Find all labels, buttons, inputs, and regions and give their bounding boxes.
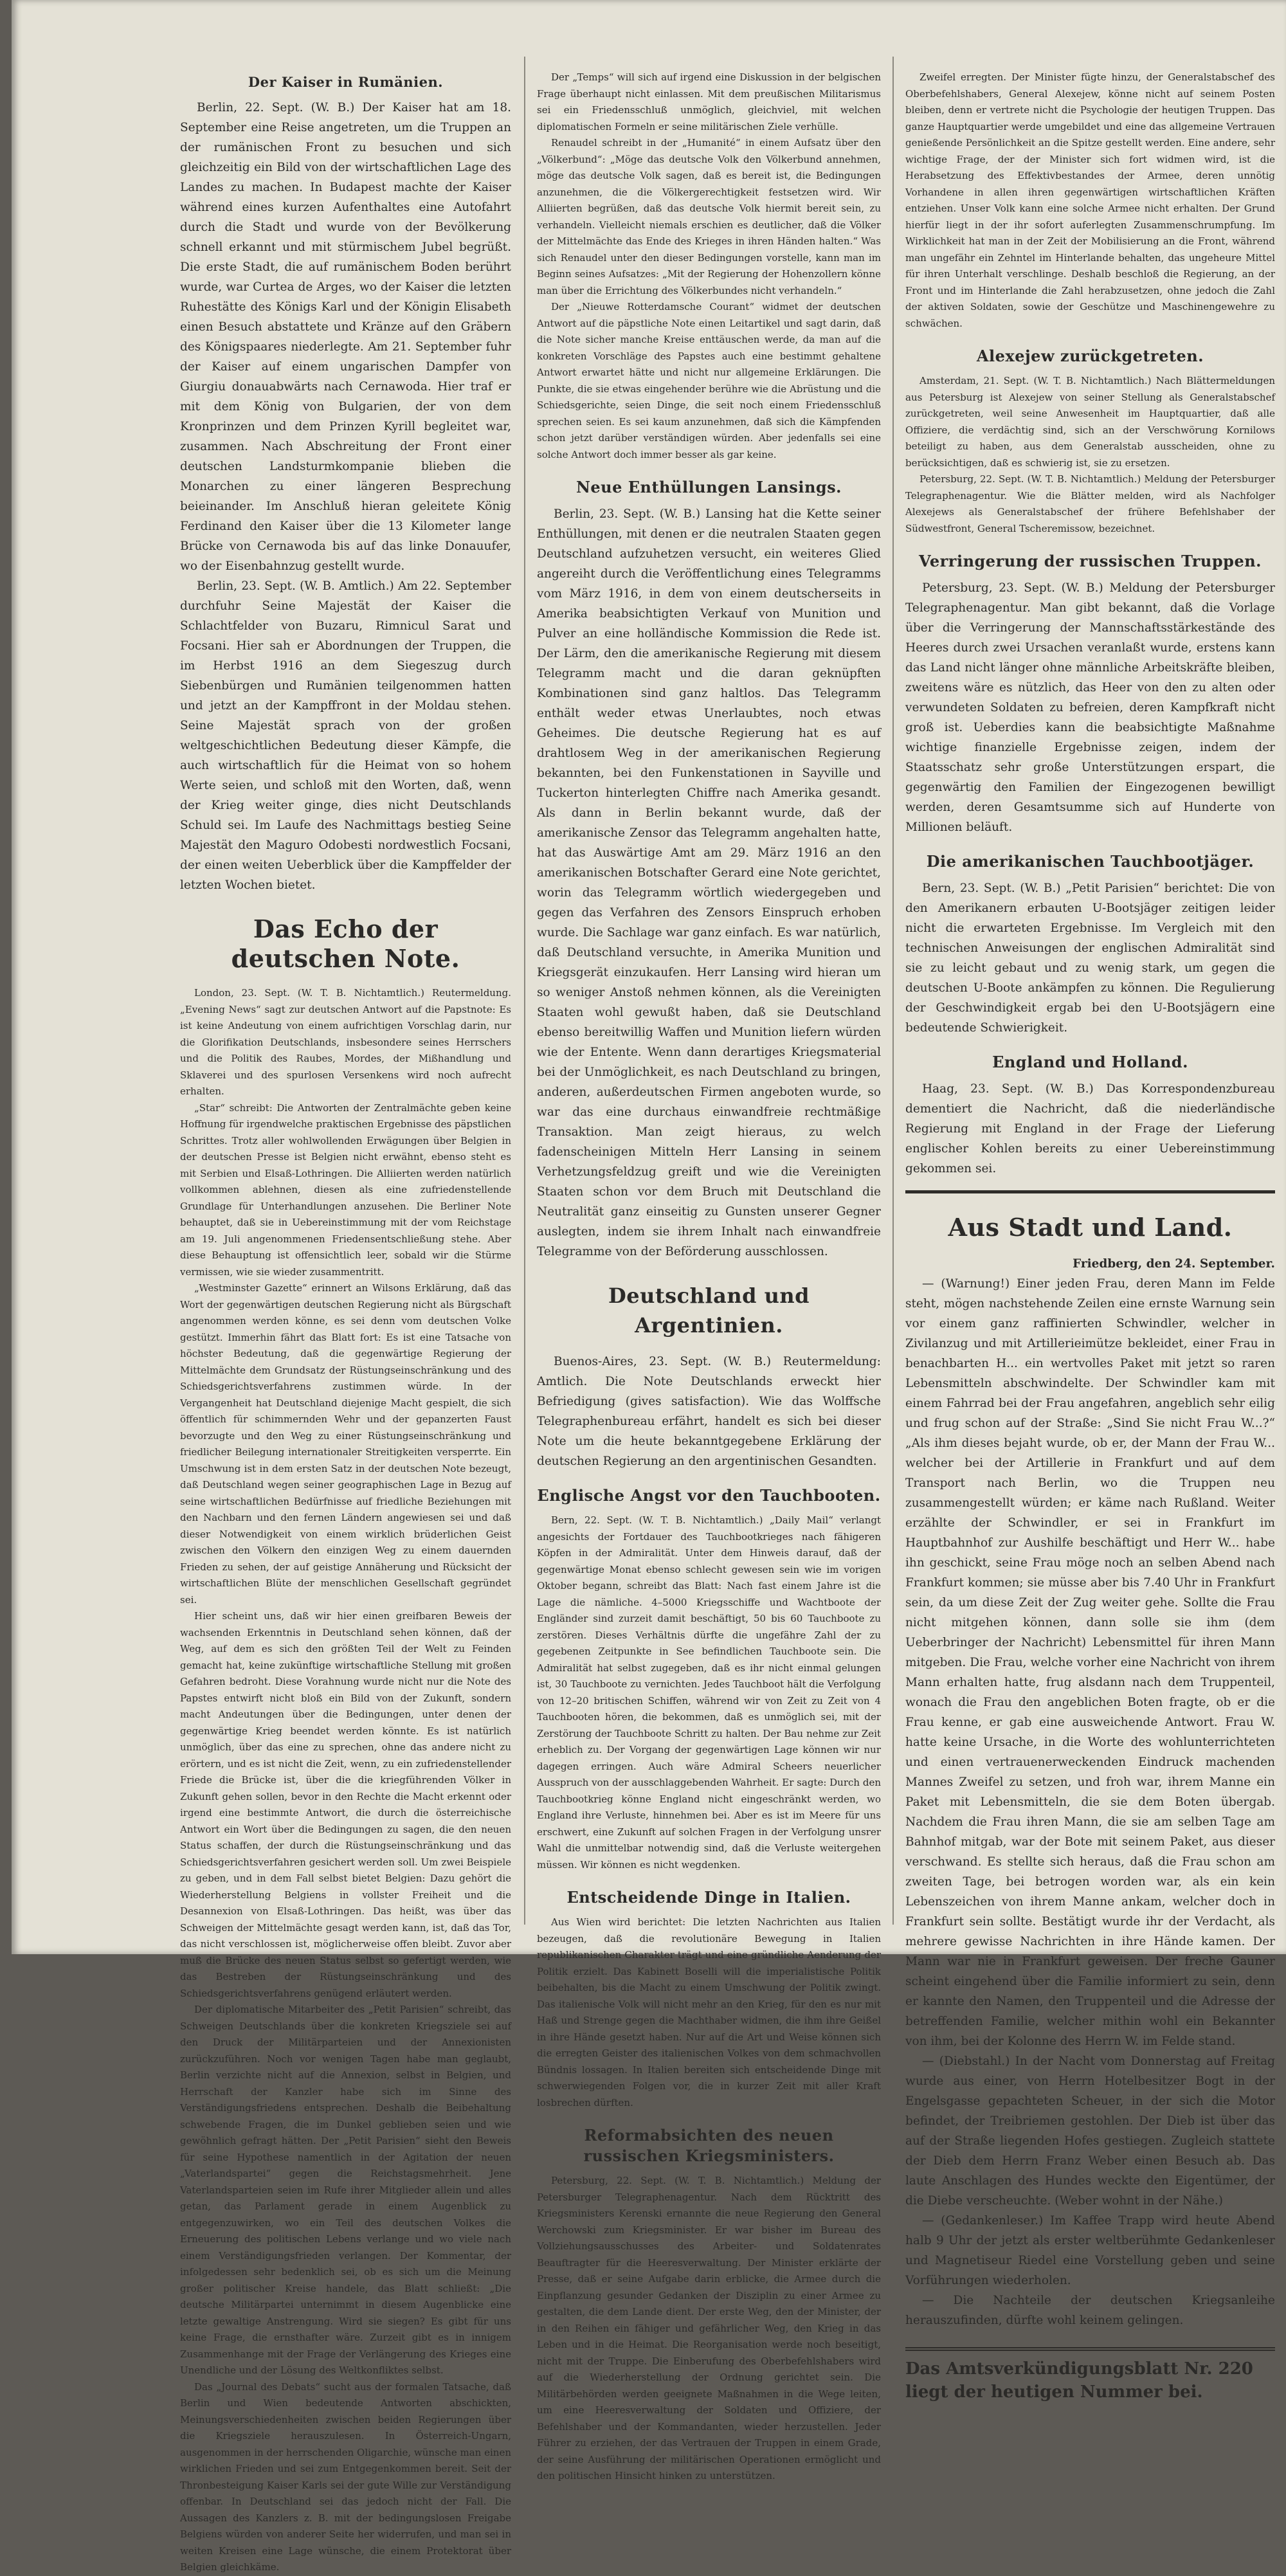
newspaper-page [180,57,1275,2573]
article-paragraph: Aus Wien wird berichtet: Die letzten Nachrichten aus Italien bezeugen, daß die revolutionäre Bewegung in Italien republikanischen Charakter trägt und eine gründliche Aenderung der Politik erzielt. Das Kabinett Boselli will die imperialistische Politik beibehalten, bis die Macht zu einem Umschwung der Politik zwingt. Das italienische Volk will nicht mehr an den Krieg, für den es nur mit Haß und Strenge gegen die Machthaber widmen, die ihm ihre Geißel in ihre Hände gesetzt haben. Nur auf die Art und Weise können sich die erregten Geister des italienischen Volkes von dem schmachvollen Bündnis lossagen. In Italien bereiten sich entscheidende Dinge mit schwerwiegenden Folgen vor, die in kurzer Zeit mit aller Kraft losbrechen dürften. [537,1916,881,2109]
article-paragraph: Petersburg, 22. Sept. (W. T. B. Nichtamtlich.) Meldung der Petersburger Telegraphenagentur. Wie die Blätter melden, wird als Nachfolger Alexejews als Generalstabschef der frühere Befehlshaber der Südwestfront, General Tscheremissow, bezeichnet. [905,473,1275,534]
newspaper-sheet [12,0,1286,2573]
column-rule [524,57,525,1925]
article-paragraph: — (Diebstahl.) In der Nacht vom Donnerstag auf Freitag wurde aus einer, von Herrn Hotelbesitzer Bogt in der Engelsgasse gepachteten Scheuer, in der sich die Motor befindet, der Treibriemen gestohlen. Der Dieb ist über das auf der Straße liegenden Hofes gestiegen. Zugleich stattete der Dieb dem Herrn Franz Weber einen Besuch ab. Das laute Anschlagen des Hundes weckte den Eigentümer, der die Diebe verscheuchte. (Weber wohnt in der Nähe.) [905,2054,1275,2208]
column-left [180,69,511,2573]
headline-argentinien: Deutschland und Argentinien. [608,1283,810,1338]
article-paragraph: Das „Journal des Debats“ sucht aus der formalen Tatsache, daß Berlin und Wien bedeutende Antworten abschickten, Meinungsverschiedenheiten zwischen beiden Regierungen über die Kriegsziele herauszulesen. In Österreich-Ungarn, ausgenommen in der herrschenden Oligarchie, wünsche man einen wirklichen Frieden und sei zum Entgegenkommen bereit. Seit der Thronbesteigung Kaiser Karls sei der gute Wille zur Verständigung offenbar. In Deutschland sei das jedoch nicht der Fall. Die Aussagen des Kanzlers z. B. mit der bedingungslosen Freigabe Belgiens würden von anderer Seite her widerrufen, und man sei in weiten Kreisen eine Lage wünsche, die einem Protektorat über Belgien gleichkäme. [180,2381,511,2573]
section-rule [905,1190,1275,1193]
headline-tauchbooten: Englische Angst vor den Tauchbooten. [537,1486,881,1505]
article-paragraph: Petersburg, 22. Sept. (W. T. B. Nichtamtlich.) Meldung der Petersburger Telegraphenagentur. Nach dem Rücktritt des Kriegsministers Kerenski ernannte die neue Regierung den General Werchowski zum Kriegsminister. Er war bisher im Bureau des Vollziehungsausschusses des Arbeiter- und Soldatenrates Beauftragter für die Heeresverwaltung. Der Minister erklärte der Presse, daß er seine Aufgabe darin erblicke, die Armee durch die Einpflanzung gesunder Gedanken der Disziplin zu einer Armee zu gestalten, die dem Lande dient. Der erste Weg, den der Minister, der in den Reihen ein fähiger und gefährlicher Weg, den Krieg in das Leben und in die Heimat. Die Reorganisation werde noch beseitigt, nicht mit der Truppe. Die Einberufung des Oberbefehlshabers wird auf die Wiederherstellung der Ordnung gerichtet sein. Die Militärbehörden werden geeignete Maßnahmen in die Wege leiten, um eine Heeresverwaltung der Soldaten und Offiziere, der Befehlshaber und der Kommandanten, wieder herzustellen. Jeder Führer zu erziehen, der das Vertrauen der Truppen in einem Grade, der seine Ausführung der militärischen Operationen ermöglicht und den politischen Hinsicht hinken zu unterstützen. [537,2175,881,2481]
headline-england-holland: England und Holland. [992,1053,1188,1071]
headline-tauchbootjaeger: Die amerikanischen Tauchbootjäger. [926,852,1254,871]
article-paragraph: „Westminster Gazette“ erinnert an Wilsons Erklärung, daß das Wort der gegenwärtigen deutschen Regierung nicht als Bürgschaft angenommen werden könne, es sei denn vom deutschen Volke gestützt. Immerhin fährt das Blatt fort: Es ist eine Tatsache von höchster Bedeutung, daß die gegenwärtige Regierung der Mittelmächte dem Grundsatz der Rüstungseinschränkung und des Schiedsgerichtsverfahrens zustimmen würde. In der Vergangenheit hat Deutschland diejenige Macht gespielt, die sich öffentlich für schimmernden Wehr und der gepanzerten Faust bevorzugte und den Weg zu einer Rüstungseinschränkung und friedlicher Beilegung internationaler Streitigkeiten versperrte. Ein Umschwung ist in dem ersten Satz in der deutschen Note bezeugt, daß Deutschland wegen seiner geographischen Lage in Bezug auf seine wirtschaftlichen Bedürfnisse auf friedliche Beziehungen mit den Nachbarn und den fernen Ländern angewiesen sei und daß dieser Notwendigkeit von einem wirklich brüderlichen Geist zwischen den Völkern den einzigen Weg zu einem dauernden Frieden zu sehen, der auf geistige Annäherung und Rücksicht der wirtschaftlichen Blüte der menschlichen Gesellschaft gegründet sei. [180,1282,511,1606]
headline-stadt-land: Aus Stadt und Land. [948,1213,1233,1242]
article-paragraph: — Die Nachteile der deutschen Kriegsanleihe herauszufinden, dürfte wohl keinem gelingen. [905,2294,1275,2327]
article-paragraph: — (Gedankenleser.) Im Kaffee Trapp wird heute Abend halb 9 Uhr der jetzt als erster weltberühmte Gedankenleser und Magnetiseur Riedel eine Vorstellung geben und seine Vorführungen wiederholen. [905,2214,1275,2287]
article-paragraph: Berlin, 22. Sept. (W. B.) Der Kaiser hat am 18. September eine Reise angetreten, um die Truppen an der rumänischen Front zu besuchen und sich gleichzeitig ein Bild von der wirtschaftlichen Lage des Landes zu machen. In Budapest machte der Kaiser während eines kurzen Aufenthaltes eine Autofahrt durch die Stadt und wurde von der Bevölkerung schnell erkannt und mit stürmischem Jubel begrüßt. Die erste Stadt, die auf rumänischem Boden berührt wurde, war Curtea de Arges, wo der Kaiser die letzten Ruhestätte des Königs Karl und der Königin Elisabeth einen Besuch abstattete und Kränze auf den Gräbern des Königspaares niederlegte. Am 21. September fuhr der Kaiser auf einem ungarischen Dampfer von Giurgiu donauabwärts nach Cernawoda. Hier traf er mit dem König von Bulgarien, der von dem Kronprinzen und dem Prinzen Kyrill begleitet war, zusammen. Nach Abschreitung der Front einer deutschen Landsturmkompanie blieben die Monarchen zu einer längeren Besprechung beieinander. Im Anschluß hieran geleitete König Ferdinand den Kaiser über die 13 Kilometer lange Brücke von Cernawoda bis auf das linke Donauufer, wo der Eisenbahnzug gestellt wurde. [180,101,511,573]
column-rule [892,57,894,1925]
article-paragraph: London, 23. Sept. (W. T. B. Nichtamtlich.) Reutermeldung. „Evening News“ sagt zur deutschen Antwort auf die Papstnote: Es ist keine Andeutung von einem aufrichtigen Vorschlag darin, nur die Glorifikation Deutschlands, insbesondere seines Herrschers und die Politik des Raubes, Mordes, der Mißhandlung und Sklaverei und des spurlosen Versenkens wird noch aufrecht erhalten. [180,987,511,1097]
article-paragraph: Amsterdam, 21. Sept. (W. T. B. Nichtamtlich.) Nach Blättermeldungen aus Petersburg ist Alexejew von seiner Stellung als Generalstabschef zurückgetreten, weil seine Anwesenheit im Hauptquartier, daß alle Offiziere, die verdächtig sind, sich an der Verschwörung Kornilows beteiligt zu haben, aus dem Generalstab ausscheiden, ohne zu berücksichtigen, daß es schwierig ist, sie zu ersetzen. [905,375,1275,469]
column-middle [537,69,881,2481]
headline-verringerung: Verringerung der russischen Truppen. [918,552,1262,570]
article-paragraph: Berlin, 23. Sept. (W. B. Amtlich.) Am 22. September durchfuhr Seine Majestät der Kaiser die Schlachtfelder von Buzaru, Rimnicul Sarat und Focsani. Hier sah er Abordnungen der Truppen, die im Herbst 1916 an dem Siegeszug durch Siebenbürgen und Rumänien teilgenommen hatten und jetzt an der Kampffront in der Moldau stehen. Seine Majestät sprach von der großen weltgeschichtlichen Bedeutung dieser Kämpfe, die auch wirtschaftlich für die Heimat von so hohem Werte seien, und schloß mit den Worten, daß, wenn der Krieg weiter ginge, dies nicht Deutschlands Schuld sei. Im Laufe des Nachmittags bestieg Seine Majestät den Maguro Odobesti nordwestlich Focsani, der einen weiten Ueberblick über die Kampffelder der letzten Wochen bietet. [180,579,511,892]
article-paragraph: Buenos-Aires, 23. Sept. (W. B.) Reutermeldung: Amtlich. Die Note Deutschlands erweckt hier Befriedigung (gives satisfaction). Wie das Wolffsche Telegraphenbureau erfährt, handelt es sich bei dieser Note um die heute bekanntgegebene Erklärung der deutschen Regierung an den argentinischen Gesandten. [537,1355,881,1468]
article-paragraph: Bern, 22. Sept. (W. T. B. Nichtamtlich.) „Daily Mail“ verlangt angesichts der Fortdauer des Tauchbootkrieges nach fähigeren Köpfen in der Admiralität. Unter dem Hinweis darauf, daß der gegenwärtige Monat ebenso schlecht gewesen sein wie im vorigen Oktober begann, schreibt das Blatt: Nach fast einem Jahre ist die Lage die nämliche. 4–5000 Kriegsschiffe und Wachtboote der Engländer sind zurzeit damit beschäftigt, 50 bis 60 Tauchboote zu zerstören. Dieses Verhältnis dürfte die ungefähre Zahl der zu gegebenen Zeitpunkte in See befindlichen Tauchboote sein. Die Admiralität hat selbst zugegeben, daß es ihr nicht einmal gelungen ist, 30 Tauchboote zu vernichten. Jedes Tauchboot hält die Verfolgung von 12–20 britischen Schiffen, während wir von Zeit zu Zeit von 4 Tauchbooten hören, die bekommen, daß es unmöglich sei, mit der Zerstörung der Tauchboote Schritt zu halten. Der Bau nehme zur Zeit erheblich zu. Der Vorgang der gegenwärtigen Lage können wir nur dagegen erringen. Auch wäre Admiral Scheers neuerlicher Ausspruch von der ausschlaggebenden Wahrheit. Er sagte: Durch den Tauchbootkrieg könne England nicht eingeschränkt werden, wo England ihre Verluste, hinnehmen bei. Aber es ist im Meere für uns erschwert, eine Zukunft auf solchen Fragen in der Verfolgung unsrer Wahl die unmittelbar notwendig sind, daß die Verluste weitergehen müssen. Wir können es nicht wegdenken. [537,1514,881,1871]
article-paragraph: Der „Nieuwe Rotterdamsche Courant“ widmet der deutschen Antwort auf die päpstliche Note einen Leitartikel und sagt darin, daß die Note sicher manche Kreise enttäuschen werde, da man auf die konkreten Vorschläge des Papstes auch eine bestimmt gehaltene Antwort erwartet hätte und nicht nur allgemeine Erklärungen. Die Punkte, die sie etwas eingehender berühre wie die Abrüstung und die Schiedsgerichte, seien Dinge, die seit noch einem Friedensschluß sprechen seien. Es sei kaum anzunehmen, daß sich die Kämpfenden schon jetzt darüber verständigen würden. Aber jedenfalls sei eine solche Antwort doch immer besser als gar keine. [537,301,881,460]
column-right [905,69,1275,2402]
headline-lansing: Neue Enthüllungen Lansings. [575,478,842,496]
headline-kaiser: Der Kaiser in Rumänien. [248,74,444,90]
article-paragraph: Haag, 23. Sept. (W. B.) Das Korrespondenzbureau dementiert die Nachricht, daß die niederländische Regierung mit England in der Frage der Lieferung englischer Kohlen bereits zu einer Uebereinstimmung gekommen sei. [905,1082,1275,1175]
article-paragraph: Petersburg, 23. Sept. (W. B.) Meldung der Petersburger Telegraphenagentur. Man gibt bekannt, daß die Vorlage über die Verringerung der Mannschaftsstärkestände des Heeres durch zwei Ursachen veranlaßt wurde, erstens kann das Land nicht länger ohne männliche Arbeitskräfte bleiben, zweitens wäre es nützlich, das Heer von den zu alten oder verwundeten Soldaten zu befreien, deren Kampfkraft nicht groß ist. Ueberdies kann die beabsichtigte Maßnahme wichtige finanzielle Ergebnisse zeigen, indem der Staatsschatz sehr große Unterstützungen erspart, die gegenwärtig den Familien der Eingezogenen bewilligt werden, deren Gesamtsumme sich auf Hunderte von Millionen beläuft. [905,581,1275,834]
dateline: Friedberg, den 24. September. [1073,1257,1275,1271]
headline-alexejew: Alexejew zurückgetreten. [976,347,1204,365]
article-paragraph: Bern, 23. Sept. (W. B.) „Petit Parisien“ berichtet: Die von den Amerikanern erbauten U-Bootsjäger zeitigen leider nicht die erwarteten Ergebnisse. Im Vergleich mit den technischen Anweisungen der englischen Admiralität sind sie zu leicht gebaut und zu wenig stark, um gegen die deutschen U-Boote ankämpfen zu können. Die Regulierung der Geschwindigkeit ergab bei den U-Bootsjägern eine bedeutende Schwierigkeit. [905,882,1275,1035]
article-paragraph: Zweifel erregten. Der Minister fügte hinzu, der Generalstabschef des Oberbefehlshabers, General Alexejew, könne nicht auf seinem Posten bleiben, denn er vertrete nicht die Psychologie der heutigen Truppen. Das ganze Hauptquartier werde umgebildet und eine das allgemeine Vertrauen genießende Persönlichkeit an die Spitze gestellt werden. Eine andere, sehr wichtige Frage, der der Minister sich fort widmen wird, ist die Herabsetzung des Effektivbestandes der Armee, deren unnötig Vorhandene in allen ihren gegenwärtigen wirtschaftlichen Kräften entziehen. Unser Volk kann eine solche Armee nicht erhalten. Der Grund hierfür liegt in der ihr sofort auferlegten Zusammenschrumpfung. Im Wirklichkeit hat man in der Zeit der Mobilisierung an die Front, während man ungefähr ein Zehntel im Hinterlande behalten, das ungeheure Mittel für ihren Unterhalt verschlinge. Deshalb beschloß die Regierung, an der Front und im Hinterlande die Zahl herabzusetzen, ohne jedoch die Zahl der aktiven Soldaten, sowie der Geschütze und Maschinengewehre zu schwächen. [905,71,1275,329]
headline-echo: Das Echo der deutschen Note. [231,914,460,973]
notice-amtsblatt: Das Amtsverkündigungsblatt Nr. 220 liegt der heutigen Nummer bei. [905,2347,1275,2404]
article-paragraph: Renaudel schreibt in der „Humanité“ in einem Aufsatz über den „Völkerbund“: „Möge das deutsche Volk den Völkerbund annehmen, möge das deutsche Volk sagen, daß es bereit ist, die Bedingungen anzunehmen, die die Völkergerechtigkeit festsetzen wird. Wir Alliierten begrüßen, daß das deutsche Volk hiermit bereit sein, zu verhandeln. Vielleicht niemals erschien es deutlicher, daß die Völker der Mittelmächte das Ende des Krieges in ihren Händen halten.“ Was sich Renaudel unter den dieser Bedingungen vorstelle, kann man im Beginn seines Aufsatzes: „Mit der Regierung der Hohenzollern könne man über die Errichtung des Völkerbundes nicht verhandeln.“ [537,137,881,296]
article-paragraph: Der diplomatische Mitarbeiter des „Petit Parisien“ schreibt, das Schweigen Deutschlands über die konkreten Kriegsziele sei auf den Druck der Militärparteien und der Annexionisten zurückzuführen. Noch vor wenigen Tagen habe man geglaubt, Berlin verzichte nicht auf die Annexion, selbst in Belgien, und Herrschaft der Kanzler habe sich im Sinne des Verständigungsfriedens entsprechen. Deshalb die Beibehaltung schwebende Fragen, die im Dunkel geblieben seien und wie gewöhnlich gefragt hätten. Der „Petit Parisien“ sieht den Beweis für seine Hypothese namentlich in der Agitation der neuen „Vaterlandspartei“ gegen die Reichstagsmehrheit. Jene Vaterlandsparteien seien im Rufe ihrer Mitglieder allein und alles getan, das Parlament gerade in einem Augenblick zu entgegenzuwirken, wo ein Teil des deutschen Volkes die Erneuerung des politischen Lebens verlange und wo viele nach einem Verständigungsfrieden verlangen. Der Kommentar, der infolgedessen sehr bedenklich sei, ob es sich um die Meinung großer politischer Kreise handele, das Blatt schließt: „Die deutsche Militärpartei unternimmt in diesem Augenblicke eine letzte gewaltige Anstrengung. Wird sie siegen? Es gibt für uns keine Frage, die ernsthafter wäre. Zurzeit gibt es in innigem Zusammenhange mit der Frage der Verlängerung des Krieges eine Unendliche und der Lösung des Weltkonfliktes selbst. [180,2004,511,2376]
article-paragraph: Berlin, 23. Sept. (W. B.) Lansing hat die Kette seiner Enthüllungen, mit denen er die neutralen Staaten gegen Deutschland aufzuhetzen versucht, ein weiteres Glied angereiht durch die Veröffentlichung eines Telegramms vom März 1916, in dem von einem deutscherseits in Amerika beabsichtigten Verkauf von Munition und Pulver an eine holländische Kommission die Rede ist. Der Lärm, den die amerikanische Regierung mit diesem Telegramm macht und die daran geknüpften Kombinationen sind ganz haltlos. Das Telegramm enthält weder etwas Unerlaubtes, noch etwas Geheimes. Die deutsche Regierung hat es auf drahtlosem Weg in der amerikanischen Regierung bekannten, bei den Funkenstationen in Sayville und Tuckerton hinterlegten Chiffre nach Amerika gesandt. Als dann in Berlin bekannt wurde, daß der amerikanische Zensor das Telegramm angehalten hatte, hat das Auswärtige Amt am 29. März 1916 an den amerikanischen Botschafter Gerard eine Note gerichtet, worin das Telegramm wörtlich wiedergegeben und gegen das Verfahren des Zensors Einspruch erhoben wurde. Die Sachlage war ganz einfach. Es war natürlich, daß Deutschland versuchte, in Amerika Munition und Kriegsgerät einzukaufen. Herr Lansing wird hieran um so weniger Anstoß nehmen können, als die Vereinigten Staaten wohl gewußt haben, daß sie Deutschland ebenso bereitwillig Waffen und Munition liefern würden wie der Entente. Wenn dann derartiges Kriegsmaterial bei der Unmöglichkeit, es nach Deutschland zu bringen, anderen, außerdeutschen Firmen angeboten wurde, so war das eine durchaus einwandfreie rechtmäßige Transaktion. Man zeigt hieraus, zu welch fadenscheinigen Mitteln Herr Lansing in seinem Verhetzungsfeldzug greift und wie die Vereinigten Staaten schon vor dem Bruch mit Deutschland die Neutralität ganz einseitig zu Gunsten unserer Gegner auslegten, indem sie ihrem Inhalt nach einwandfreie Telegramme von der Beförderung ausschlossen. [537,507,881,1258]
article-paragraph: „Star“ schreibt: Die Antworten der Zentralmächte geben keine Hoffnung für irgendwelche praktischen Ergebnisse des päpstlichen Schrittes. Trotz aller wohlwollenden Erwägungen über Belgien in der deutschen Presse ist Belgien nicht erwähnt, ebenso steht es mit Serbien und Elsaß-Lothringen. Die Alliierten werden natürlich vollkommen ablehnen, diesen als eine zufriedenstellende Grundlage für Unterhandlungen anzusehen. Die Berliner Note behauptet, daß sie in Uebereinstimmung mit der vom Reichstage am 19. Juli angenommenen Friedensentschließung stehe. Aber diese Behauptung ist offensichtlich leer, sobald wir die Stürme vermissen, wie sie wieder zusammentritt. [180,1102,511,1278]
article-paragraph: — (Warnung!) Einer jeden Frau, deren Mann im Felde steht, mögen nachstehende Zeilen eine ernste Warnung sein vor einem ganz raffinierten Schwindler, welcher in Zivilanzug und mit Artillerieimütze bekleidet, einer Frau in benachbarten H... ein wertvolles Paket mit jetzt so raren Lebensmitteln abschwindelte. Der Schwindler kam mit einem Fahrrad bei der Frau angefahren, angeblich sehr eilig und frug schon auf der Straße: „Sind Sie nicht Frau W...?“ „Als ihm dieses bejaht wurde, ob er, der Mann der Frau W... welcher bei der Artillerie in Frankfurt und auf dem Transport nach Berlin, wo die Truppen neu zusammengestellt würden; er käme nach Rußland. Weiter erzählte der Schwindler, er sei in Frankfurt im Hauptbahnhof zur Aushilfe beschäftigt und Herr W... habe ihn geschickt, seine Frau möge noch an selben Abend nach Frankfurt kommen; sie müsse aber bis 7.40 Uhr in Frankfurt sein, da um diese Zeit der Zug weiter gehe. Sollte die Frau nicht mitgehen können, dann solle sie ihm (dem Ueberbringer der Nachricht) Lebensmittel für ihren Mann mitgeben. Die Frau, welche vorher eine Nachricht von ihrem Mann erhalten hatte, frug alsdann nach dem Truppenteil, wonach die Frau den angeblichen Boten fragte, ob er die Frau kenne, er gab eine ausweichende Antwort. Frau W. hatte keine Ursache, in die Worte des wohlunterrichteten und einen vertrauenerweckenden Eindruck machenden Mannes Zweifel zu setzen, und froh war, ihrem Manne ein Paket mit Lebensmitteln, die sie dem Boten übergab. Nachdem die Frau ihren Mann, die sie am selben Tage am Bahnhof mitgab, war der Bote mit seinem Paket, aus dieser verschwand. Es stellte sich heraus, daß die Frau schon am zweiten Tage, bei betrogen worden war, als ein kein Lebenszeichen von ihrem Manne ankam, welcher doch in Frankfurt sein sollte. Bestätigt wurde ihr der Verdacht, als mehrere gewisse Nachrichten in ihre Hände kamen. Der Mann war nie in Frankfurt geweisen. Der freche Gauner scheint eingehend über die Familie informiert zu sein, denn er kannte den Namen, den Truppenteil und die Adresse der betreffenden Familie, welcher mithin wohl ein Bekannter von ihm, bei der Kolonne des Herrn W. im Felde stand. [905,1277,1275,2048]
headline-reform: Reformabsichten des neuen russischen Kriegsministers. [583,2126,835,2165]
article-paragraph: Der „Temps“ will sich auf irgend eine Diskussion in der belgischen Frage überhaupt nicht einlassen. Mit dem preußischen Militarismus sei ein Friedensschluß unmöglich, gleichviel, mit welchen diplomatischen Formeln er seine militärischen Ziele verhülle. [537,71,881,132]
article-paragraph: Hier scheint uns, daß wir hier einen greifbaren Beweis der wachsenden Erkenntnis in Deutschland sehen können, daß der Weg, auf dem es sich den größten Teil der Welt zu Feinden gemacht hat, keine zukünftige wirtschaftliche Stellung mit großen Gefahren bedroht. Diese Vorahnung wurde nicht nur die Note des Papstes entwirft nicht bloß ein Bild von der Zukunft, sondern macht Andeutungen über die Bedingungen, unter denen der gegenwärtige Krieg beendet werden könnte. Es ist natürlich unmöglich, über das eine zu sprechen, ohne das andere nicht zu erörtern, und es ist nicht die Zeit, wenn, zu ein zufriedenstellender Friede die Brücke ist, über die die kriegführenden Völker in Zukunft gehen sollen, bevor in den Rechte die Macht erkennt oder irgend eine bestimmte Antwort, die durch die österreichische Antwort ein Wort über die Bedingungen zu sagen, die den neuen Status schaffen, der durch die Rüstungseinschränkung und das Schiedsgerichtsverfahren gesichert werden soll. Um zwei Beispiele zu geben, und in dem Fall selbst bietet Belgien: Dazu gehört die Wiederherstellung Belgiens in vollster Freiheit und die Desannexion von Elsaß-Lothringen. Das heißt, was über das Schweigen der Mittelmächte gesagt werden kann, ist, daß das Tor, das nicht verschlossen ist, möglicherweise offen bleibt. Zuvor aber muß die Brücke des neuen Status selbst so gefertigt werden, wie das Bestreben der Rüstungseinschränkung und des Schiedsgerichtsverfahrens genügend erläutert werden. [180,1610,511,1999]
headline-italien: Entscheidende Dinge in Italien. [566,1888,851,1907]
